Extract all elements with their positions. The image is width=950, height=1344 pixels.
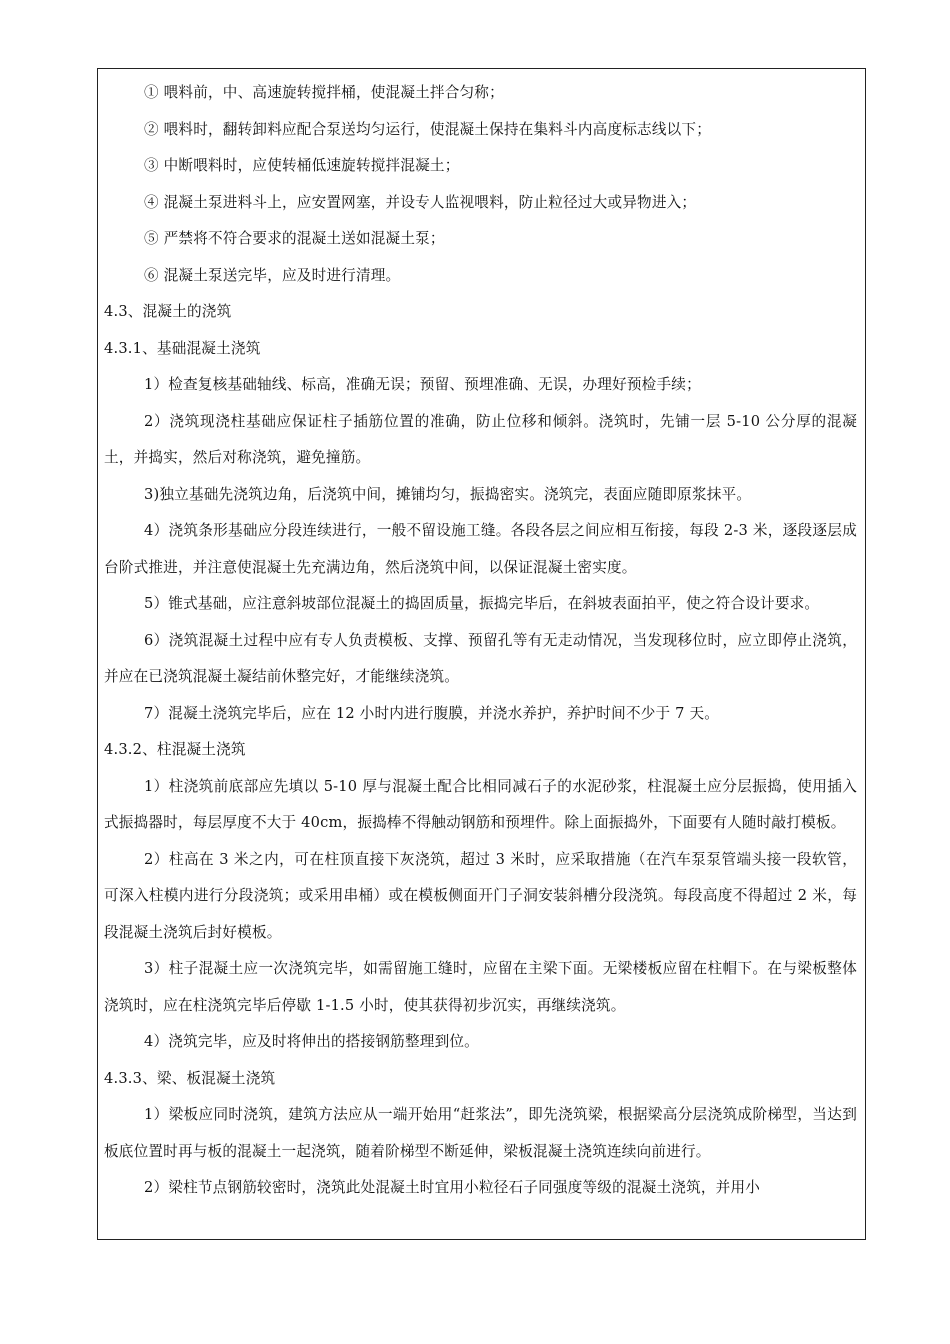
section-heading-4-3-3: 4.3.3、梁、板混凝土浇筑 bbox=[104, 1069, 276, 1087]
paragraph: 2）浇筑现浇柱基础应保证柱子插筋位置的准确，防止位移和倾斜。浇筑时，先铺一层 5-10 公分厚的混凝土，并捣实，然后对称浇筑，避免撞筋。 bbox=[104, 412, 857, 466]
paragraph: 1）梁板应同时浇筑，建筑方法应从一端开始用“赶浆法”，即先浇筑梁，根据梁高分层浇筑成阶梯型，当达到板底位置时再与板的混凝土一起浇筑，随着阶梯型不断延伸，梁板混凝土浇筑连续向前进行。 bbox=[104, 1106, 857, 1160]
step-6: ⑥ 混凝土泵送完毕，应及时进行清理。 bbox=[144, 266, 401, 284]
paragraph: 7）混凝土浇筑完毕后，应在 12 小时内进行腹膜，并浇水养护，养护时间不少于 7 天。 bbox=[144, 704, 720, 722]
paragraph: 2）梁柱节点钢筋较密时，浇筑此处混凝土时宜用小粒径石子同强度等级的混凝土浇筑，并用小 bbox=[144, 1179, 761, 1196]
section-heading-4-3: 4.3、混凝土的浇筑 bbox=[104, 303, 232, 320]
section-heading-4-3-1: 4.3.1、基础混凝土浇筑 bbox=[104, 339, 261, 357]
step-4: ④ 混凝土泵进料斗上，应安置网塞，并设专人监视喂料，防止粒径过大或异物进入； bbox=[144, 193, 697, 211]
paragraph: 4）浇筑条形基础应分段连续进行，一般不留设施工缝。各段各层之间应相互衔接，每段 2-3 米，逐段逐层成台阶式推进，并注意使混凝土先充满边角，然后浇筑中间，以保证混凝土密实度。 bbox=[104, 522, 857, 576]
paragraph: 1）柱浇筑前底部应先填以 5-10 厚与混凝土配合比相同减石子的水泥砂浆，柱混凝土应分层振捣，使用插入式振捣器时，每层厚度不大于 40cm，振捣棒不得触动钢筋和预埋件。除上面振捣外，下面要有人随时敲打模板。 bbox=[104, 777, 857, 831]
document-body bbox=[104, 75, 857, 1207]
step-3: ③ 中断喂料时，应使转桶低速旋转搅拌混凝土； bbox=[144, 157, 460, 174]
paragraph: 1）检查复核基础轴线、标高，准确无误；预留、预埋准确、无误，办理好预检手续； bbox=[144, 376, 701, 393]
document-table-cell bbox=[97, 68, 866, 1240]
step-1: ① 喂料前，中、高速旋转搅拌桶，使混凝土拌合匀称； bbox=[144, 84, 504, 101]
step-5: ⑤ 严禁将不符合要求的混凝土送如混凝土泵； bbox=[144, 230, 445, 247]
paragraph: 4）浇筑完毕，应及时将伸出的搭接钢筋整理到位。 bbox=[144, 1033, 479, 1050]
paragraph: 5）锥式基础，应注意斜坡部位混凝土的捣固质量，振捣完毕后，在斜坡表面拍平，使之符合设计要求。 bbox=[144, 595, 820, 612]
paragraph: 6）浇筑混凝土过程中应有专人负责模板、支撑、预留孔等有无走动情况，当发现移位时，应立即停止浇筑，并应在已浇筑混凝土凝结前休整完好，才能继续浇筑。 bbox=[104, 631, 857, 685]
paragraph: 3)独立基础先浇筑边角，后浇筑中间，摊铺均匀，振捣密实。浇筑完，表面应随即原浆抹平。 bbox=[144, 485, 752, 503]
section-heading-4-3-2: 4.3.2、柱混凝土浇筑 bbox=[104, 741, 246, 758]
paragraph: 3）柱子混凝土应一次浇筑完毕，如需留施工缝时，应留在主梁下面。无梁楼板应留在柱帽下。在与梁板整体浇筑时，应在柱浇筑完毕后停歇 1-1.5 小时，使其获得初步沉实，再继续浇筑。 bbox=[104, 960, 857, 1014]
paragraph: 2）柱高在 3 米之内，可在柱顶直接下灰浇筑，超过 3 米时，应采取措施（在汽车泵泵管端头接一段软管，可深入柱模内进行分段浇筑；或采用串桶）或在模板侧面开门子洞安装斜槽分段浇筑。每段高度不得超过 2 米，每段混凝土浇筑后封好模板。 bbox=[104, 850, 857, 941]
step-2: ② 喂料时，翻转卸料应配合泵送均匀运行，使混凝土保持在集料斗内高度标志线以下； bbox=[144, 120, 712, 138]
